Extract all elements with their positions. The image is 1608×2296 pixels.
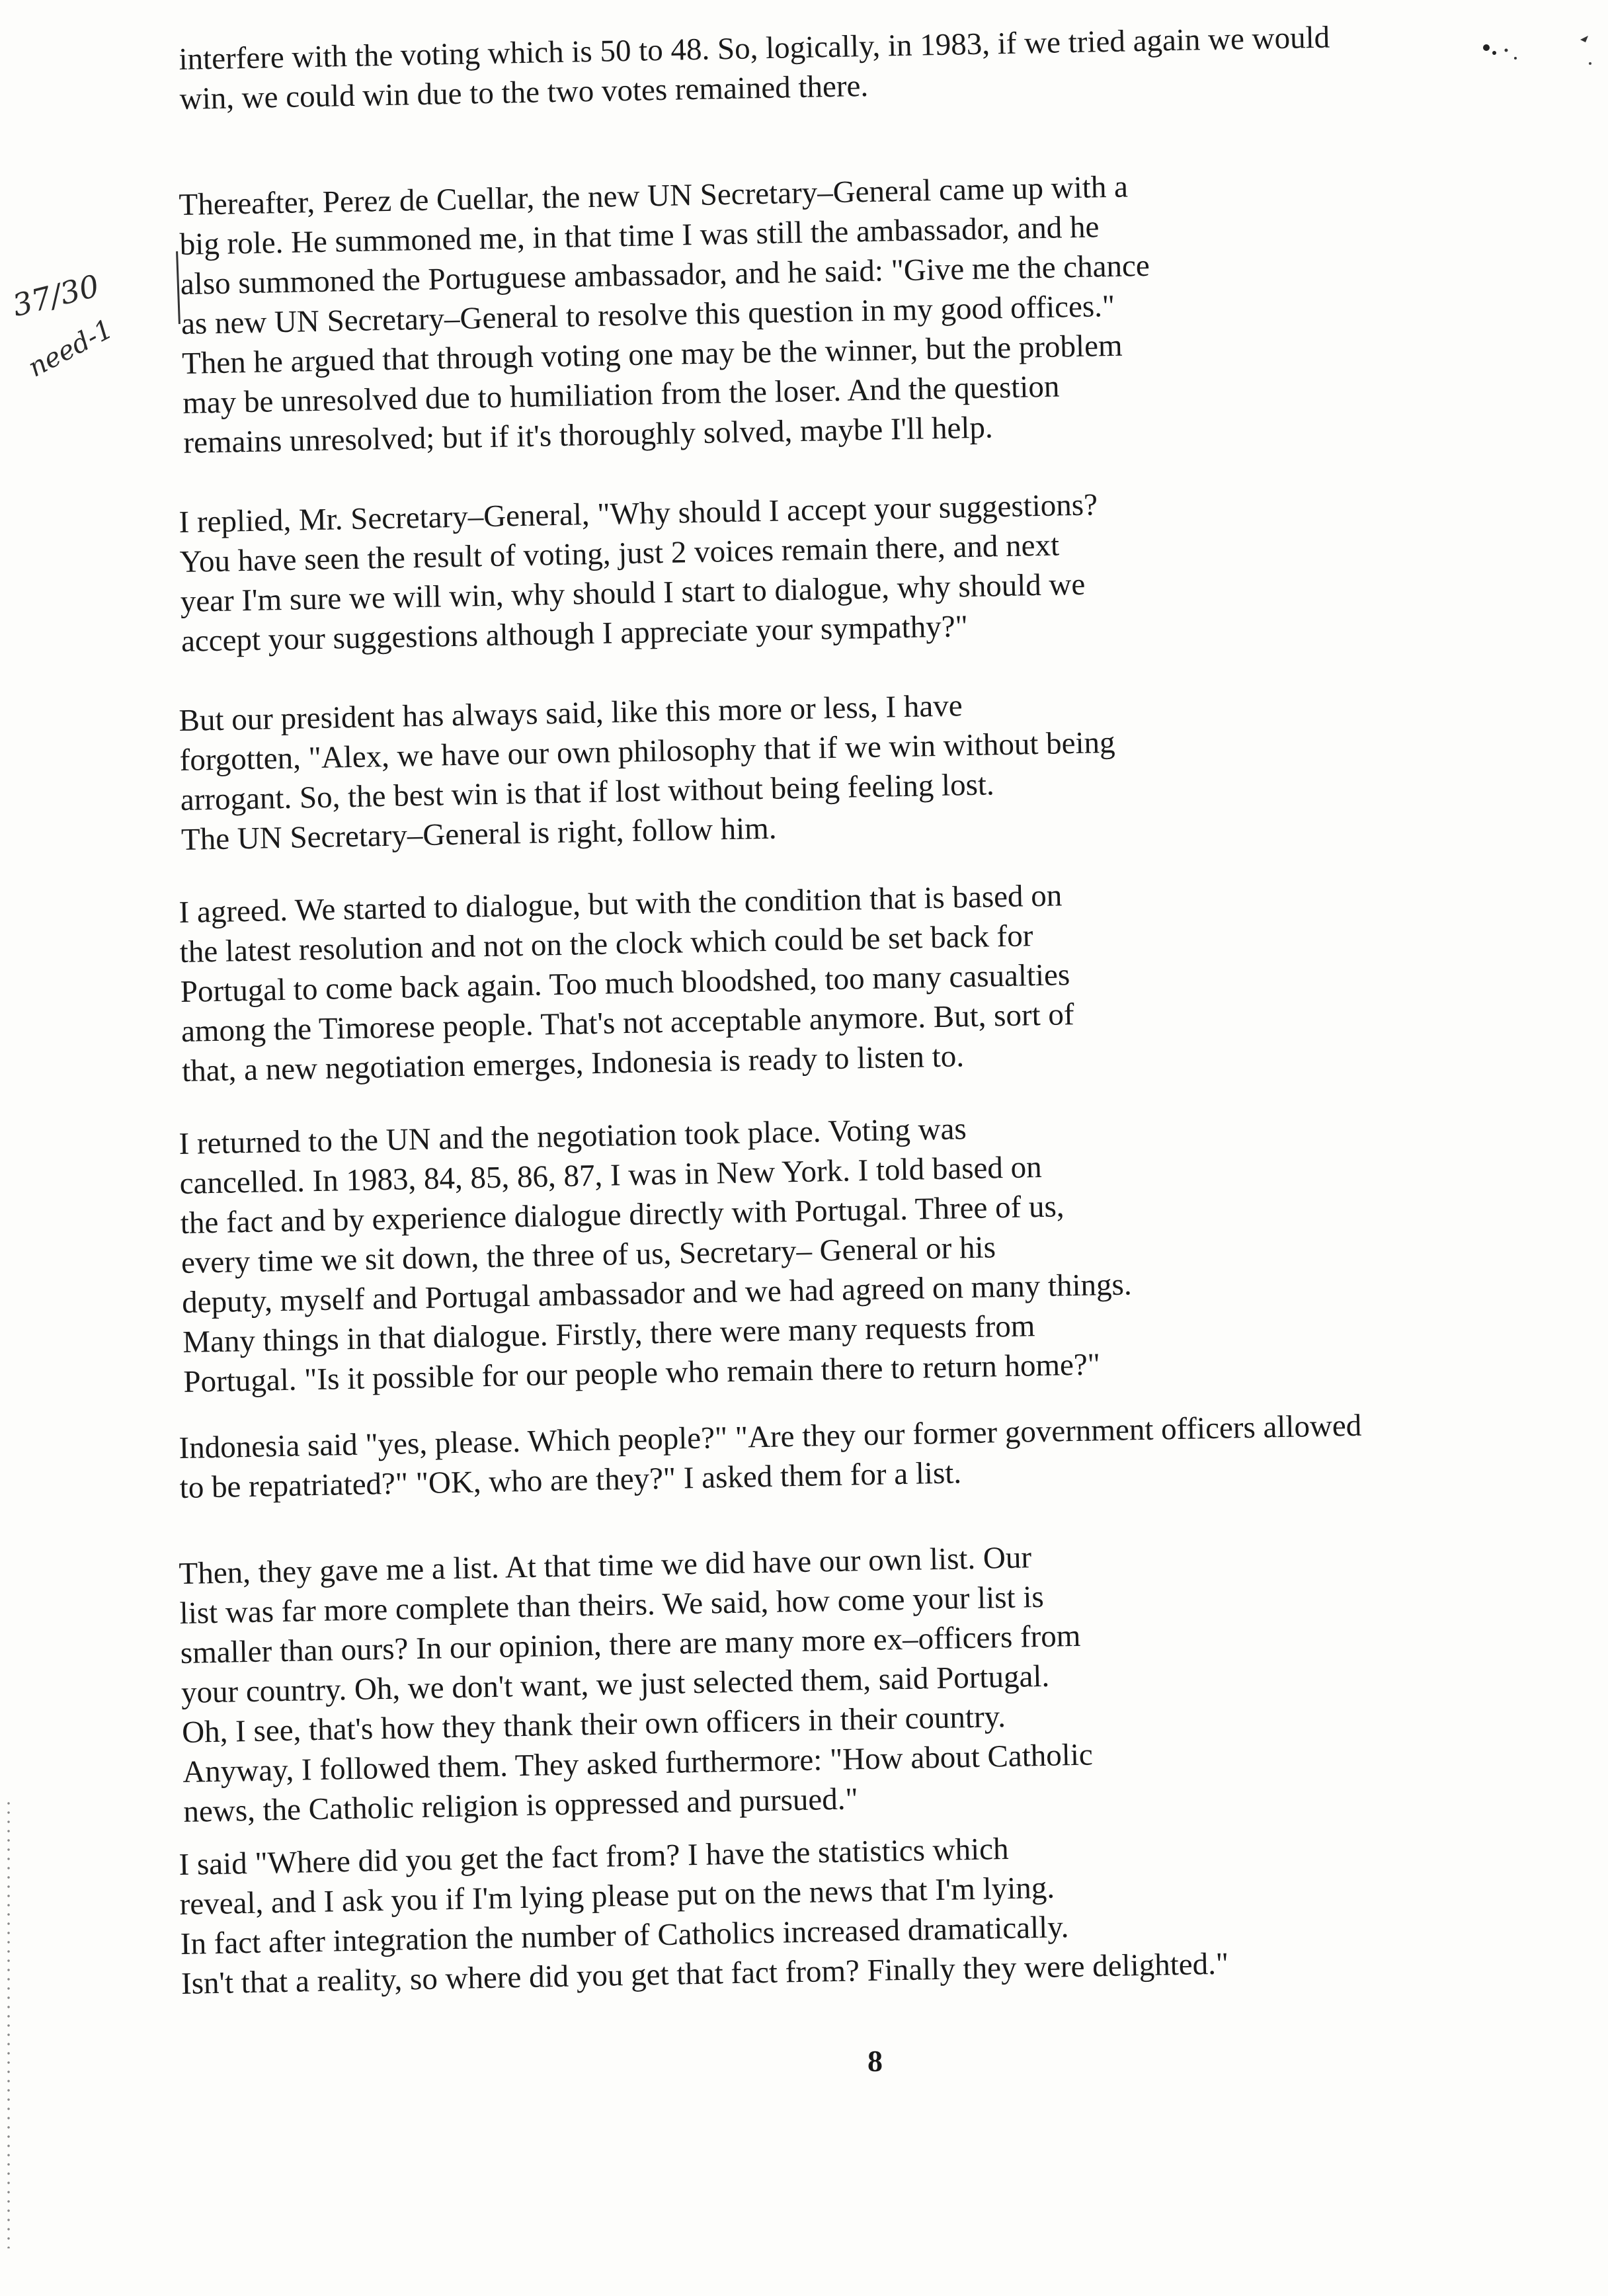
- text-line: In fact after integration the number of Catholics increased dramatically.: [180, 1910, 1069, 1961]
- text-line: remains unresolved; but if it's thoroughly solved, maybe I'll help.: [182, 410, 994, 460]
- text-line: Then, they gave me a list. At that time we did have our own list. Our: [179, 1540, 1032, 1591]
- text-line: the fact and by experience dialogue directly with Portugal. Three of us,: [180, 1189, 1065, 1241]
- paragraph-6: [179, 1098, 1539, 1402]
- text-line: The UN Secretary–General is right, follow him.: [181, 811, 777, 857]
- paragraph-4: [179, 675, 1537, 860]
- paragraph-5: [179, 867, 1537, 1091]
- text-line: your country. Oh, we don't want, we just selected them, said Portugal.: [181, 1659, 1050, 1710]
- text-line: deputy, myself and Portugal ambassador and we had agreed on many things.: [181, 1267, 1133, 1320]
- text-line: smaller than ours? In our opinion, there are many more ex–officers from: [180, 1618, 1081, 1670]
- text-line: also summoned the Portuguese ambassador, and he said: "Give me the chance: [180, 248, 1150, 302]
- margin-note-line-2: need-1: [23, 313, 118, 384]
- text-line: arrogant. So, the best win is that if lost without being feeling lost.: [180, 767, 995, 817]
- paragraph-9: [179, 1819, 1537, 2004]
- paragraph-3: [179, 477, 1537, 661]
- text-line: But our president has always said, like this more or less, I have: [179, 688, 963, 738]
- text-line: Portugal. "Is it possible for our people who remain there to return home?": [182, 1347, 1101, 1399]
- text-line: Portugal to come back again. Too much bloodshed, too many casualties: [180, 958, 1070, 1009]
- text-line: every time we sit down, the three of us, Secretary– General or his: [181, 1230, 996, 1280]
- text-line: I said "Where did you get the fact from? I have the statistics which: [179, 1831, 1009, 1882]
- text-line: win, we could win due to the two votes remained there.: [179, 68, 869, 116]
- text-line: Many things in that dialogue. Firstly, there were many requests from: [182, 1309, 1035, 1360]
- text-line: the latest resolution and not on the clock which could be set back for: [179, 919, 1033, 969]
- margin-note-line-1: 37/30: [9, 267, 103, 324]
- text-line: Thereafter, Perez de Cuellar, the new UN Secretary–General came up with a: [179, 169, 1129, 222]
- text-line: forgotten, "Alex, we have our own philosophy that if we win without being: [179, 725, 1115, 778]
- text-line: among the Timorese people. That's not acceptable anymore. But, sort of: [181, 997, 1075, 1049]
- text-line: big role. He summoned me, in that time I was still the ambassador, and he: [179, 210, 1100, 262]
- text-line: Anyway, I followed them. They asked furthermore: "How about Catholic: [182, 1737, 1094, 1789]
- text-line: year I'm sure we will win, why should I start to dialogue, why should we: [180, 567, 1086, 619]
- text-line: I agreed. We started to dialogue, but with the condition that is based on: [179, 878, 1063, 930]
- text-line: reveal, and I ask you if I'm lying please put on the news that I'm lying.: [179, 1870, 1055, 1922]
- handwritten-margin-note: [9, 267, 157, 417]
- text-line: You have seen the result of voting, just 2 voices remain there, and next: [179, 528, 1060, 579]
- page-number: 8: [867, 2044, 883, 2078]
- text-line: interfere with the voting which is 50 to 48. So, logically, in 1983, if we tried again we would: [179, 20, 1330, 77]
- text-line: Then he argued that through voting one may be the winner, but the problem: [181, 328, 1123, 381]
- paragraph-7: [179, 1403, 1535, 1508]
- paragraph-2: [179, 159, 1539, 463]
- text-line: accept your suggestions although I appreciate your sympathy?": [181, 609, 969, 659]
- paragraph-1: [179, 14, 1535, 119]
- paragraph-8: [179, 1528, 1539, 1832]
- text-line: I returned to the UN and the negotiation took place. Voting was: [179, 1112, 967, 1161]
- text-line: Oh, I see, that's how they thank their own officers in their country.: [181, 1700, 1006, 1750]
- text-line: list was far more complete than theirs. We said, how come your list is: [179, 1579, 1045, 1631]
- text-line: as new UN Secretary–General to resolve this question in my good offices.": [181, 288, 1115, 341]
- text-line: to be repatriated?" "OK, who are they?" I asked them for a list.: [179, 1456, 962, 1505]
- scan-edge-dots: [7, 1799, 11, 2248]
- text-line: Isn't that a reality, so where did you get that fact from? Finally they were delighted.": [181, 1946, 1229, 2001]
- text-line: I replied, Mr. Secretary–General, "Why should I accept your suggestions?: [179, 487, 1098, 540]
- text-line: Indonesia said "yes, please. Which people?" "Are they our former government officers allowed: [179, 1408, 1362, 1465]
- text-line: may be unresolved due to humiliation from the loser. And the question: [182, 369, 1060, 421]
- text-line: cancelled. In 1983, 84, 85, 86, 87, I was in New York. I told based on: [179, 1149, 1043, 1201]
- text-line: that, a new negotiation emerges, Indonesia is ready to listen to.: [181, 1039, 965, 1088]
- text-line: news, the Catholic religion is oppressed and pursued.": [182, 1782, 859, 1829]
